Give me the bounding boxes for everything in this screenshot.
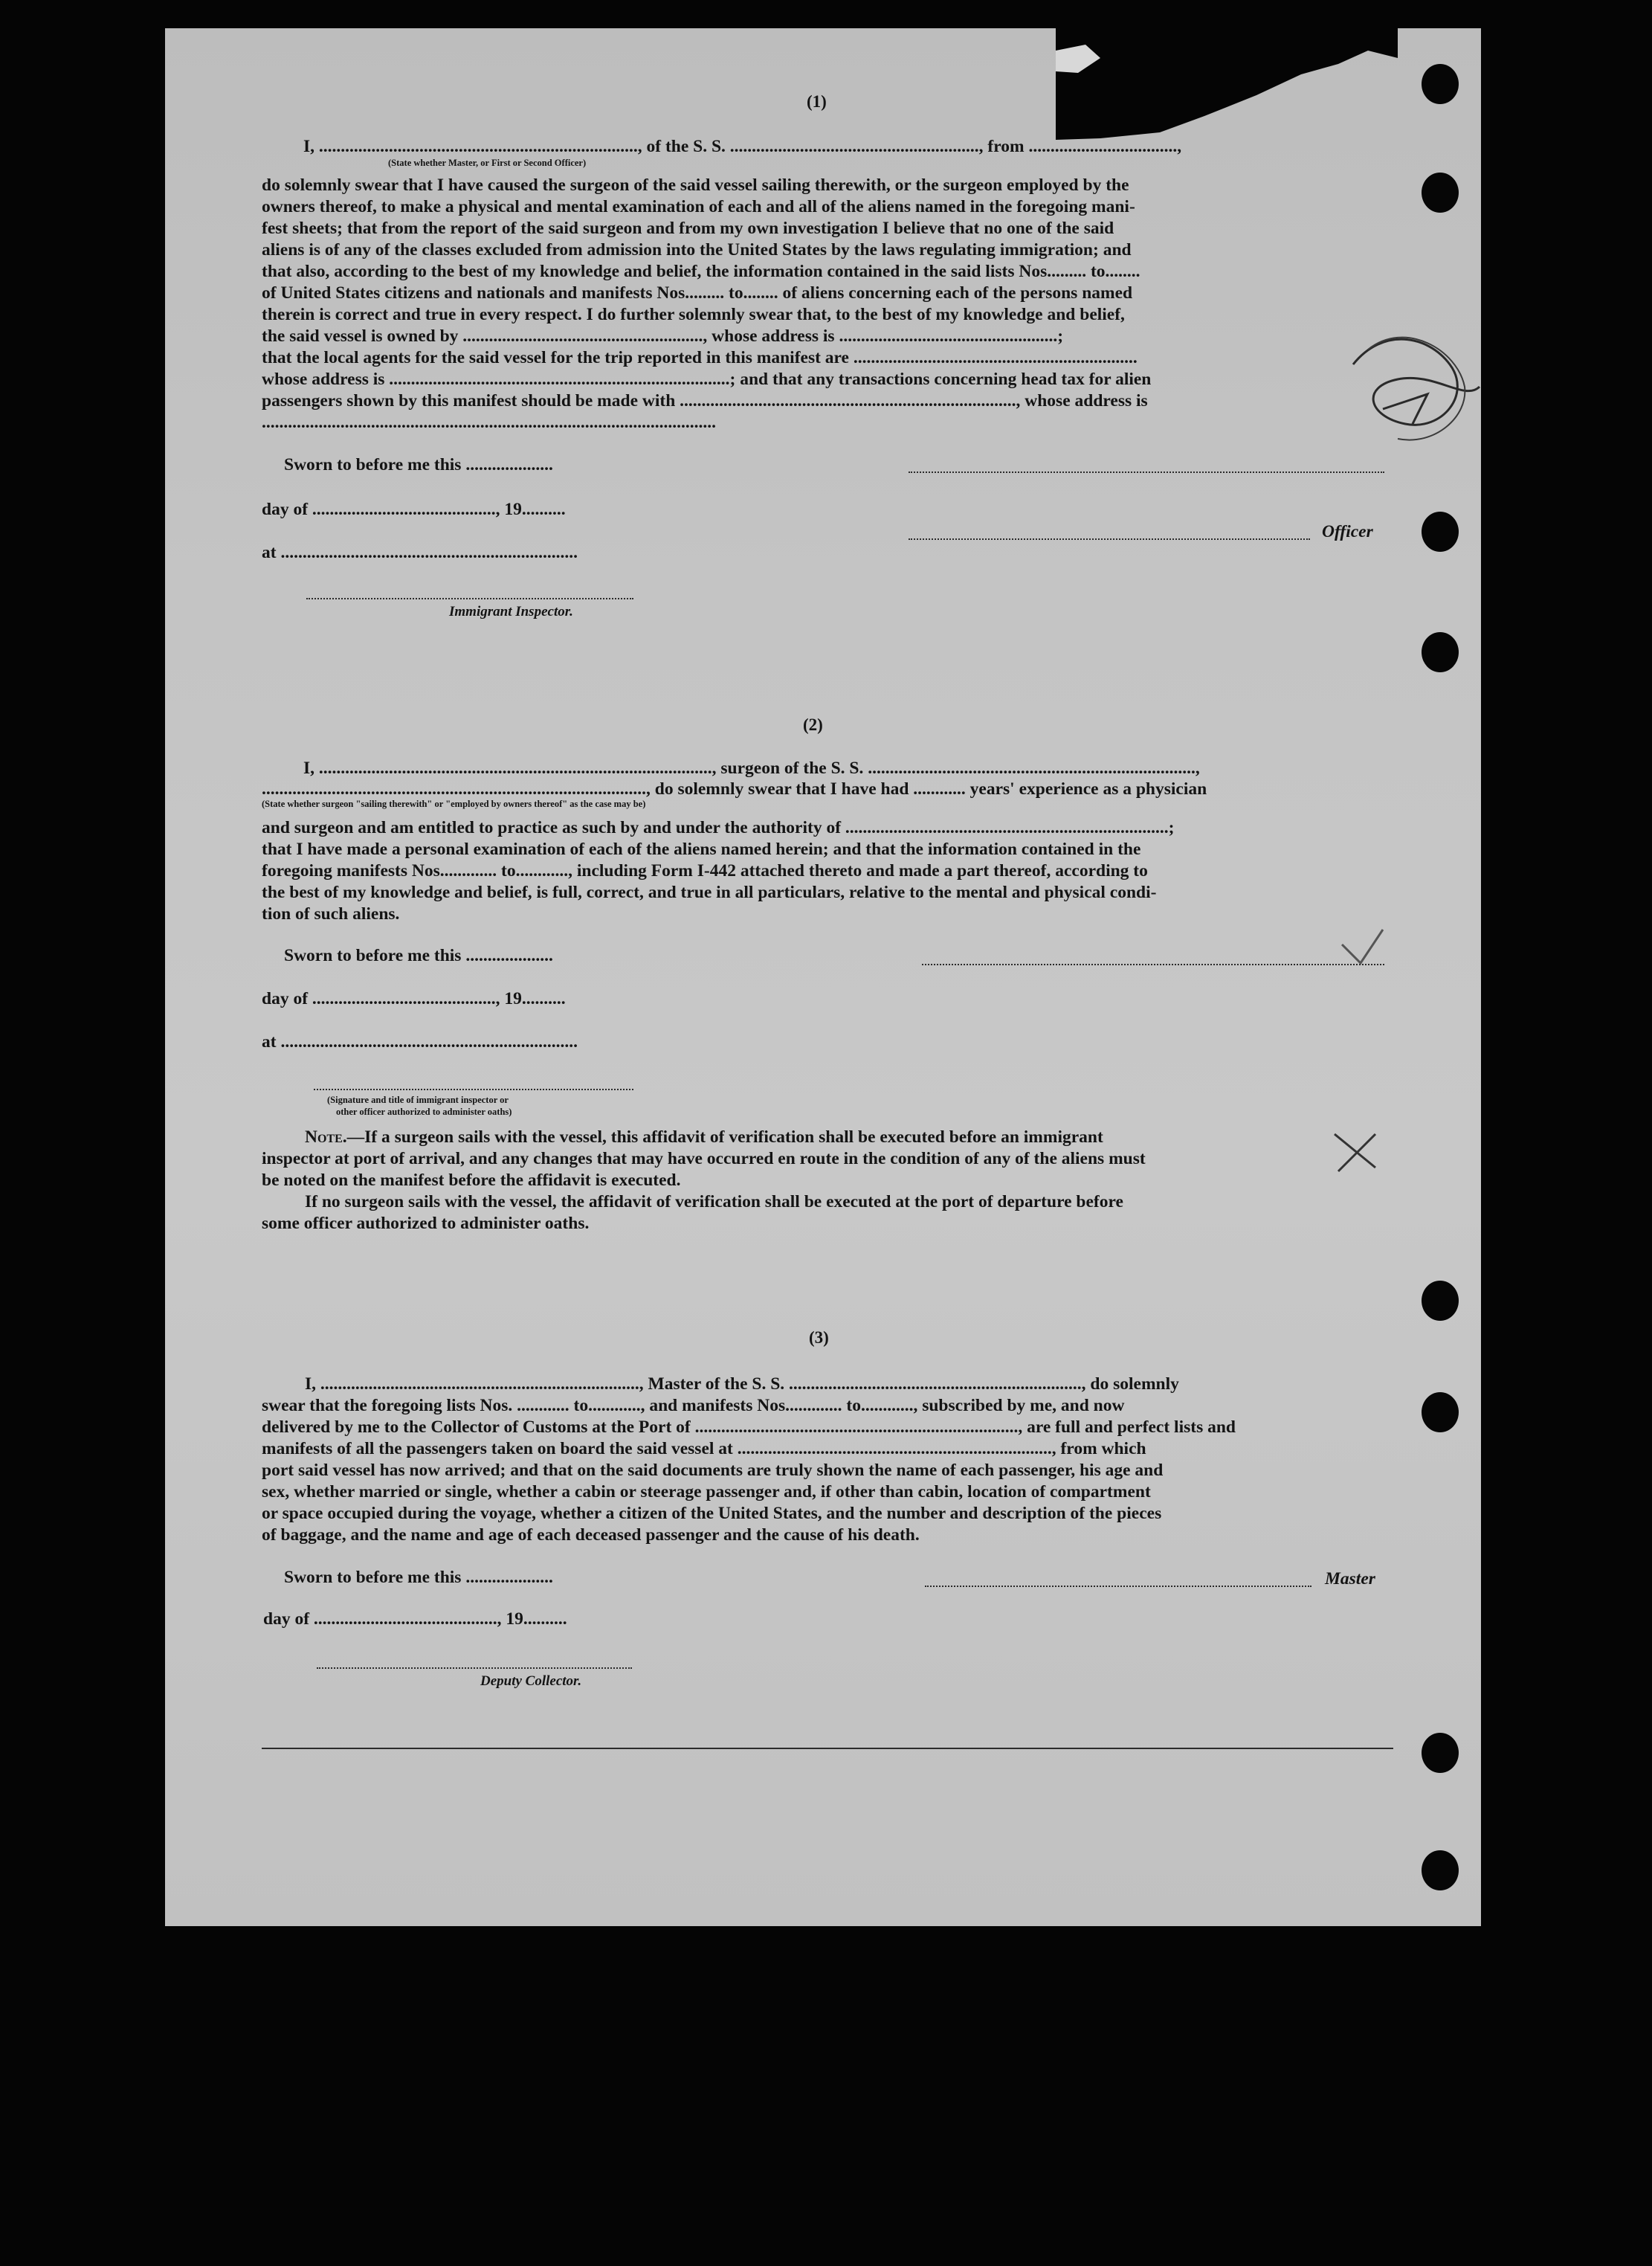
section-3-day: day of .........................................., 19.......... <box>263 1609 567 1629</box>
section-2-number: (2) <box>803 715 823 734</box>
paragraph-line: ........................................................................................................ <box>262 413 716 432</box>
surgeon-signature-line <box>922 964 1384 965</box>
paragraph-line: therein is correct and true in every respect. I do further solemnly swear that, to the best of my knowledge and belief, <box>262 305 1125 324</box>
officer-label: Officer <box>1322 522 1373 541</box>
paragraph-line: aliens is of any of the classes excluded from admission into the United States by the laws regulating immigration; and <box>262 240 1132 260</box>
paragraph-line: that the local agents for the said vessel for the trip reported in this manifest are ................................................................. <box>262 348 1138 367</box>
punch-hole <box>1422 1281 1459 1321</box>
paragraph-line: fest sheets; that from the report of the said surgeon and from my own investigation I believe that no one of the said <box>262 219 1114 238</box>
scribble-mark <box>1338 320 1487 454</box>
paragraph-line: owners thereof, to make a physical and mental examination of each and all of the aliens named in the foregoing mani- <box>262 197 1135 216</box>
section-2-sworn: Sworn to before me this .................... <box>284 946 553 965</box>
section-1-at: at .................................................................... <box>262 543 578 562</box>
note-2-line-1: If no surgeon sails with the vessel, the affidavit of verification shall be executed at the port of departure before <box>305 1192 1123 1211</box>
check-mark <box>1338 922 1390 974</box>
paragraph-line: foregoing manifests Nos............. to............, including Form I-442 attached thereto and made a part thereof, according to <box>262 861 1148 881</box>
paragraph-line: swear that the foregoing lists Nos. ............ to............, and manifests Nos............. to............, subscribed by me, and now <box>262 1396 1125 1415</box>
paragraph-line: do solemnly swear that I have caused the surgeon of the said vessel sailing therewith, or the surgeon employed by the <box>262 176 1129 195</box>
bottom-rule <box>262 1748 1393 1749</box>
master-signature-line <box>925 1586 1311 1587</box>
note-label: Note. <box>305 1127 347 1147</box>
section-2-day: day of .........................................., 19.......... <box>262 989 566 1008</box>
collector-label: Deputy Collector. <box>480 1673 582 1689</box>
collector-signature-line <box>317 1667 632 1669</box>
note-2-line-2: some officer authorized to administer oaths. <box>262 1214 590 1233</box>
section-3-number: (3) <box>809 1328 829 1347</box>
section-1-day: day of .........................................., 19.......... <box>262 500 566 519</box>
punch-hole <box>1422 512 1459 552</box>
punch-hole <box>1422 64 1459 104</box>
punch-hole <box>1422 632 1459 672</box>
paragraph-line: tion of such aliens. <box>262 904 400 924</box>
paragraph-line: that also, according to the best of my knowledge and belief, the information contained in the said lists Nos......... to........ <box>262 262 1140 281</box>
paragraph-line: I, ........................................................................., Master of the S. S. ..................................................................., do solemnly <box>305 1374 1179 1394</box>
inspector-signature-line <box>306 598 633 599</box>
punch-hole <box>1422 1850 1459 1890</box>
section-1-number: (1) <box>807 92 827 111</box>
section-2-surgeon-note: (State whether surgeon "sailing therewith" or "employed by owners thereof" as the case may be) <box>262 799 646 809</box>
punch-hole <box>1422 1392 1459 1432</box>
note-line-3: be noted on the manifest before the affidavit is executed. <box>262 1171 681 1190</box>
paragraph-line: that I have made a personal examination of each of the aliens named herein; and that the information contained in the <box>262 840 1141 859</box>
section-1-master-note: (State whether Master, or First or Second Officer) <box>388 158 587 168</box>
master-label: Master <box>1325 1569 1375 1589</box>
section-2-line-1: I, .........................................................................................., surgeon of the S. S. ..........................................................................., <box>303 759 1200 778</box>
section-1-sworn: Sworn to before me this .................... <box>284 455 553 474</box>
section-2-line-2: ........................................................................................, do solemnly swear that I have had ............ years' experience as a physician <box>262 779 1207 799</box>
paragraph-line: of United States citizens and nationals and manifests Nos......... to........ of aliens concerning each of the persons named <box>262 283 1133 303</box>
inspector-label: Immigrant Inspector. <box>449 604 573 619</box>
paragraph-line: passengers shown by this manifest should be made with ............................................................................., whose address is <box>262 391 1148 411</box>
punch-hole <box>1422 1733 1459 1773</box>
signature-note-2: other officer authorized to administer oaths) <box>336 1107 512 1117</box>
officer-signature-line <box>909 471 1384 473</box>
paragraph-line: whose address is ..............................................................................; and that any transactions concerning head tax for alien <box>262 370 1152 389</box>
paragraph-line: delivered by me to the Collector of Customs at the Port of .........................................................................., are full and perfect lists and <box>262 1417 1236 1437</box>
section-1-line-1: I, ........................................................................., of the S. S. ........................................................., from .................................., <box>303 137 1182 156</box>
paragraph-line: sex, whether married or single, whether a cabin or steerage passenger and, if other than cabin, location of compartment <box>262 1482 1151 1501</box>
signature-note-1: (Signature and title of immigrant inspector or <box>327 1095 509 1105</box>
paragraph-line: manifests of all the passengers taken on board the said vessel at ........................................................................, from which <box>262 1439 1146 1458</box>
paragraph-line: of baggage, and the name and age of each deceased passenger and the cause of his death. <box>262 1525 920 1545</box>
witness-signature-line <box>314 1089 633 1090</box>
section-3-sworn: Sworn to before me this .................... <box>284 1568 553 1587</box>
scribble-mark <box>1331 1130 1383 1175</box>
paragraph-line: and surgeon and am entitled to practice as such by and under the authority of ..........................................................................; <box>262 818 1175 837</box>
note-line-1 <box>305 1126 1103 1148</box>
paragraph-line: the best of my knowledge and belief, is full, correct, and true in all particulars, relative to the mental and physical condi- <box>262 883 1157 902</box>
paragraph-line: port said vessel has now arrived; and that on the said documents are truly shown the name of each passenger, his age and <box>262 1461 1164 1480</box>
paragraph-line: the said vessel is owned by ......................................................., whose address is ..................................................; <box>262 326 1064 346</box>
torn-corner <box>1056 28 1398 140</box>
section-2-at: at .................................................................... <box>262 1032 578 1052</box>
officer-title-line <box>909 538 1310 540</box>
punch-hole <box>1422 173 1459 213</box>
note-line-2: inspector at port of arrival, and any changes that may have occurred en route in the condition of any of the aliens must <box>262 1149 1146 1168</box>
note-text: —If a surgeon sails with the vessel, this affidavit of verification shall be executed before an immigrant <box>346 1127 1103 1147</box>
paragraph-line: or space occupied during the voyage, whether a citizen of the United States, and the number and description of the pieces <box>262 1504 1162 1523</box>
